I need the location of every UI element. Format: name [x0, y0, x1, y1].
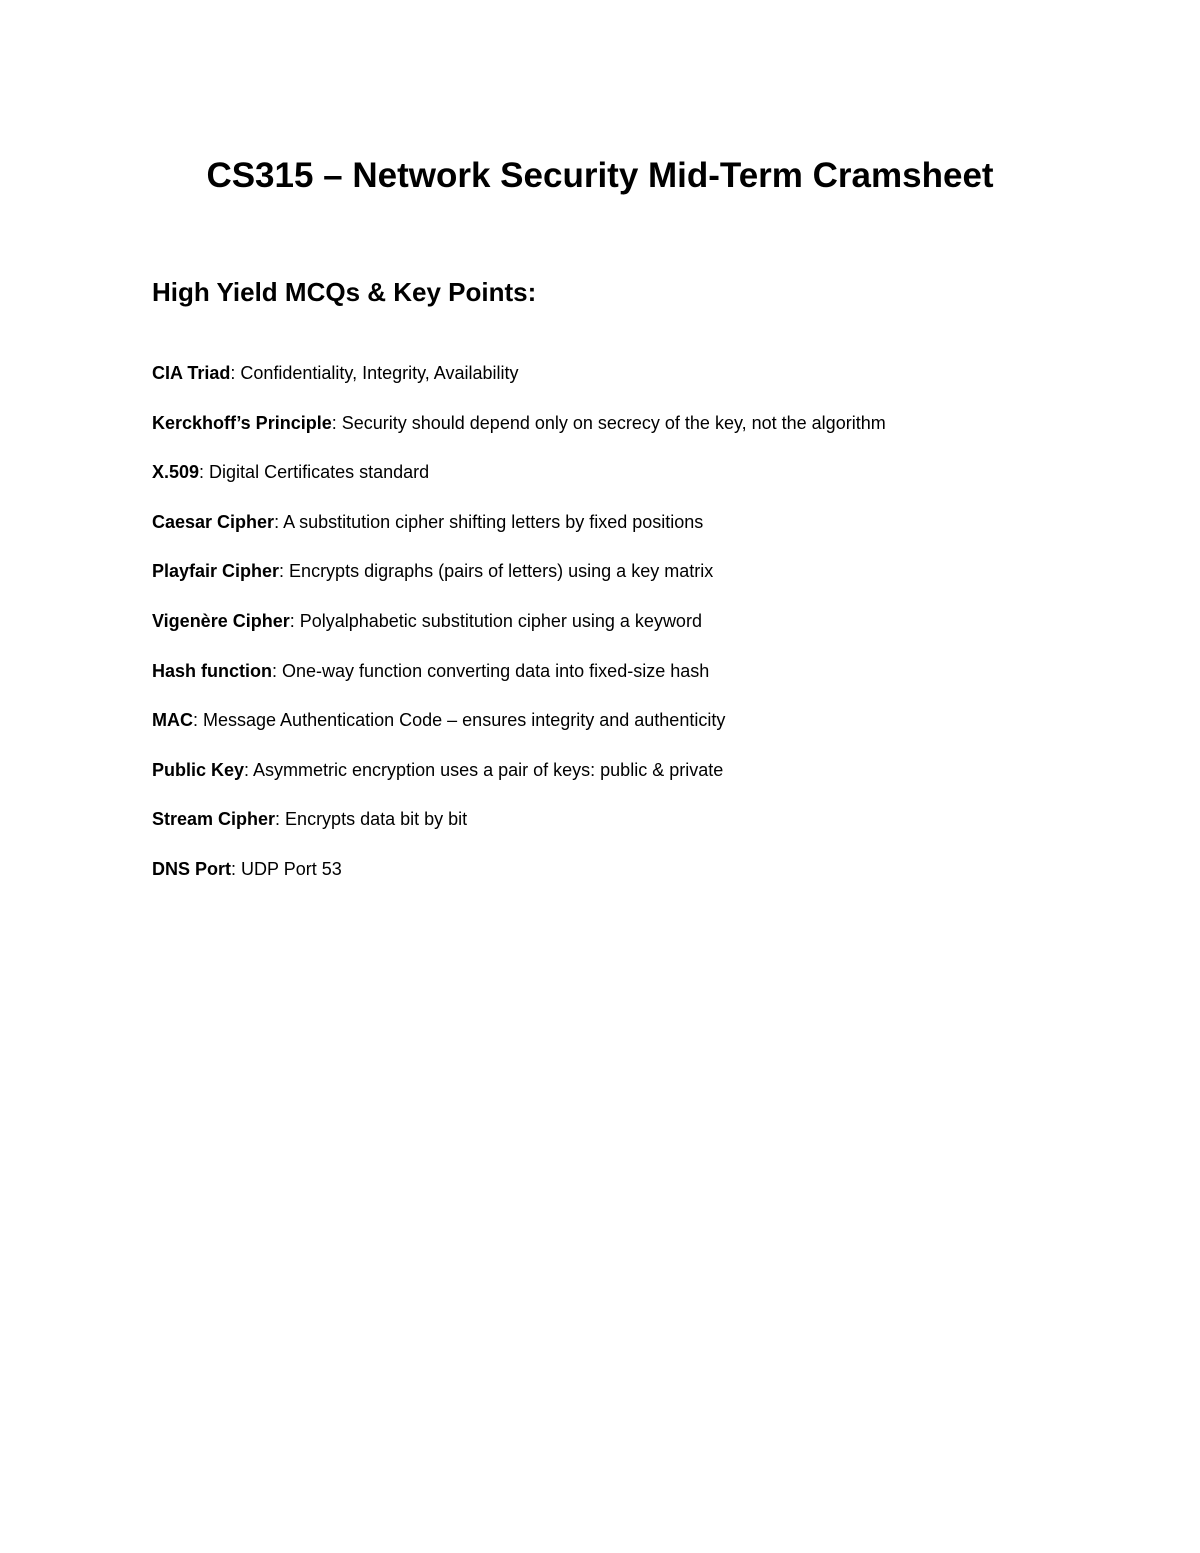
item-term: Public Key [152, 759, 245, 780]
list-item [152, 457, 1112, 507]
item-definition: : One-way function converting data into fixed-size hash [272, 660, 710, 681]
item-term: Stream Cipher [152, 809, 276, 830]
item-term: CIA Triad [152, 363, 231, 383]
item-definition: : Polyalphabetic substitution cipher using a keyword [289, 610, 702, 631]
item-definition: : UDP Port 53 [231, 858, 342, 879]
item-term: Kerckhoff’s Principle [152, 412, 332, 433]
item-definition: : Message Authentication Code – ensures integrity and authenticity [193, 710, 726, 731]
document-title: CS315 – Network Security Mid-Term Cramsheet [206, 156, 994, 195]
key-points-list [152, 358, 1112, 904]
item-definition: : Encrypts data bit by bit [275, 809, 468, 830]
item-term: Hash function [152, 660, 272, 681]
list-item [152, 705, 1112, 755]
item-definition: : Digital Certificates standard [199, 462, 430, 483]
item-term: Caesar Cipher [152, 511, 275, 532]
item-term: X.509 [152, 462, 200, 483]
item-term: DNS Port [152, 858, 232, 879]
item-term: MAC [152, 710, 193, 731]
item-definition: : Security should depend only on secrecy of the key, not the algorithm [331, 412, 886, 433]
item-definition: : Encrypts digraphs (pairs of letters) using a key matrix [279, 561, 714, 582]
item-definition: : Confidentiality, Integrity, Availability [230, 363, 519, 383]
item-term: Playfair Cipher [152, 561, 280, 582]
list-item [152, 408, 1112, 458]
list-item [152, 755, 1112, 805]
list-item [152, 556, 1112, 606]
item-term: Vigenère Cipher [152, 610, 290, 631]
list-item [152, 507, 1112, 557]
list-item [152, 606, 1112, 656]
list-item [152, 358, 1112, 408]
item-definition: : A substitution cipher shifting letters by fixed positions [274, 511, 704, 532]
list-item [152, 656, 1112, 706]
list-item [152, 804, 1112, 854]
section-heading: High Yield MCQs & Key Points: [152, 277, 537, 307]
list-item [152, 854, 1112, 904]
item-definition: : Asymmetric encryption uses a pair of keys: public & private [244, 759, 724, 780]
